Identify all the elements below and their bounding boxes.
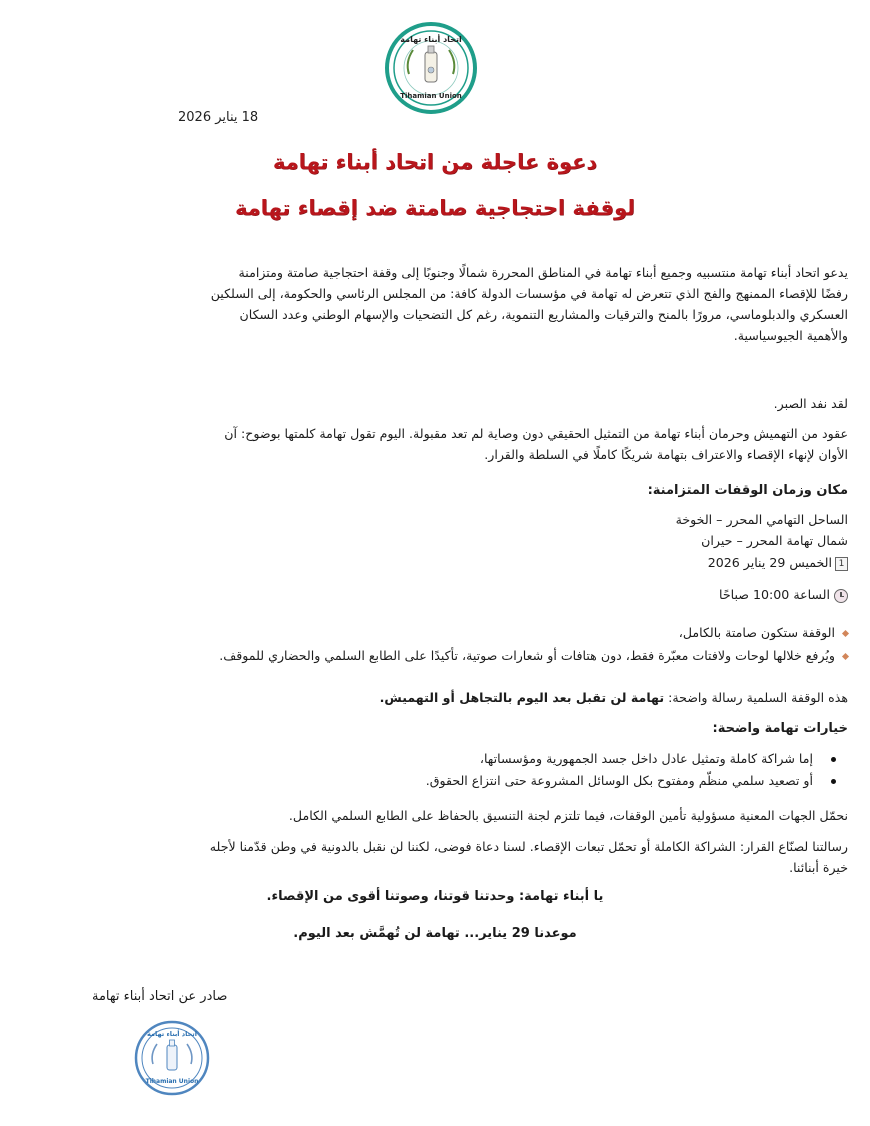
patience-statement: لقد نفد الصبر. bbox=[773, 396, 848, 411]
svg-text:Tihamian Union: Tihamian Union bbox=[145, 1078, 199, 1085]
closing-line-2: موعدنا 29 يناير... تهامة لن تُهمَّش بعد اليوم. bbox=[293, 926, 577, 941]
location-date bbox=[708, 552, 848, 573]
bullet-dot-icon bbox=[831, 779, 836, 784]
clear-message bbox=[380, 687, 848, 708]
bullet-dot-icon bbox=[831, 757, 836, 762]
diamond-bullet-icon bbox=[842, 653, 849, 660]
choice-item bbox=[426, 770, 836, 791]
choices-heading: خيارات تهامة واضحة: bbox=[712, 721, 848, 736]
clock-icon bbox=[834, 589, 848, 603]
emblem-stamp-icon bbox=[134, 1020, 210, 1096]
message-bold: تهامة لن تقبل بعد اليوم بالتجاهل أو التهميش. bbox=[379, 690, 665, 705]
issued-by: صادر عن اتحاد أبناء تهامة bbox=[92, 989, 228, 1004]
title-line-1: دعوة عاجلة من اتحاد أبناء تهامة bbox=[272, 150, 598, 174]
choice-text: أو تصعيد سلمي منظّم ومفتوح بكل الوسائل المشروعة حتى انتزاع الحقوق. bbox=[425, 773, 813, 788]
decision-makers-paragraph bbox=[22, 836, 848, 878]
closing-line-1: يا أبناء تهامة: وحدتنا قوتنا، وصوتنا أقوى من الإقصاء. bbox=[266, 889, 604, 904]
decades-line: عقود من التهميش وحرمان أبناء تهامة من التمثيل الحقيقي دون وصاية لم تعد مقبولة. اليوم تقول تهامة كلمتها بوضوح: آن bbox=[224, 426, 848, 441]
decision-line: خيرة أبنائنا. bbox=[789, 860, 848, 875]
location-time bbox=[719, 584, 848, 605]
title-line-2: لوقفة احتجاجية صامتة ضد إقصاء تهامة bbox=[234, 196, 636, 220]
choice-text: إما شراكة كاملة وتمثيل عادل داخل جسد الجمهورية ومؤسساتها، bbox=[479, 751, 813, 766]
decades-line: الأوان لإنهاء الإقصاء والاعتراف بتهامة شريكًا كاملًا في السلطة والقرار. bbox=[484, 447, 848, 462]
intro-line: العسكري والدبلوماسي، مرورًا بالمنح والترقيات والمشاريع التنموية، رغم كل التضحيات والإسهام الوطني وعدد السكان bbox=[239, 307, 848, 322]
note-text: الوقفة ستكون صامتة بالكامل، bbox=[678, 625, 835, 640]
decades-paragraph bbox=[22, 423, 848, 465]
intro-line: والأهمية الجيوسياسية. bbox=[733, 328, 848, 343]
intro-line: يدعو اتحاد أبناء تهامة منتسبيه وجميع أبناء تهامة في المناطق المحررة شمالًا وجنوبًا إلى وقفة احتجاجية صامتة ومتزامنة bbox=[238, 265, 848, 280]
svg-text:اتحاد أبناء تهامة: اتحاد أبناء تهامة bbox=[147, 1030, 197, 1038]
svg-text:اتحاد أبناء تهامة: اتحاد أبناء تهامة bbox=[400, 35, 462, 44]
emblem-seal-icon bbox=[385, 22, 477, 114]
diamond-bullet-icon bbox=[842, 630, 849, 637]
decision-line: رسالتنا لصنّاع القرار: الشراكة الكاملة أو تحمّل تبعات الإقصاء. لسنا دعاة فوضى، لكننا لن نقبل بالدونية في وطن قدّمنا لأجله bbox=[209, 839, 848, 854]
note-text: ويُرفع خلالها لوحات ولافتات معبّرة فقط، دون هتافات أو شعارات صوتية، تأكيدًا على الطابع السلمي والحضاري للموقف. bbox=[219, 648, 835, 663]
document-date: 18 يناير 2026 bbox=[178, 110, 259, 125]
calendar-icon: 1 bbox=[835, 557, 848, 571]
intro-paragraph bbox=[22, 262, 848, 346]
location-heading: مكان وزمان الوقفات المتزامنة: bbox=[647, 483, 848, 498]
location-place-2: شمال تهامة المحرر – حيران bbox=[701, 533, 848, 548]
responsibility-paragraph: نحمّل الجهات المعنية مسؤولية تأمين الوقفات، فيما تلتزم لجنة التنسيق بالحفاظ على الطابع السلمي الكامل. bbox=[288, 808, 848, 823]
note-item bbox=[22, 645, 848, 666]
location-place-1: الساحل التهامي المحرر – الخوخة bbox=[675, 512, 848, 527]
intro-line: رفضًا للإقصاء الممنهج والفج الذي تتعرض له تهامة في مؤسسات الدولة كافة: من المجلس الرئاسي والحكومة، إلى السلكين bbox=[210, 286, 848, 301]
message-prefix: هذه الوقفة السلمية رسالة واضحة: bbox=[664, 690, 848, 705]
event-time: الساعة 10:00 صباحًا bbox=[719, 587, 830, 602]
event-date: الخميس 29 يناير 2026 bbox=[707, 555, 832, 570]
note-item bbox=[679, 622, 848, 643]
choice-item bbox=[480, 748, 836, 769]
svg-text:Tihamian Union: Tihamian Union bbox=[400, 92, 462, 100]
